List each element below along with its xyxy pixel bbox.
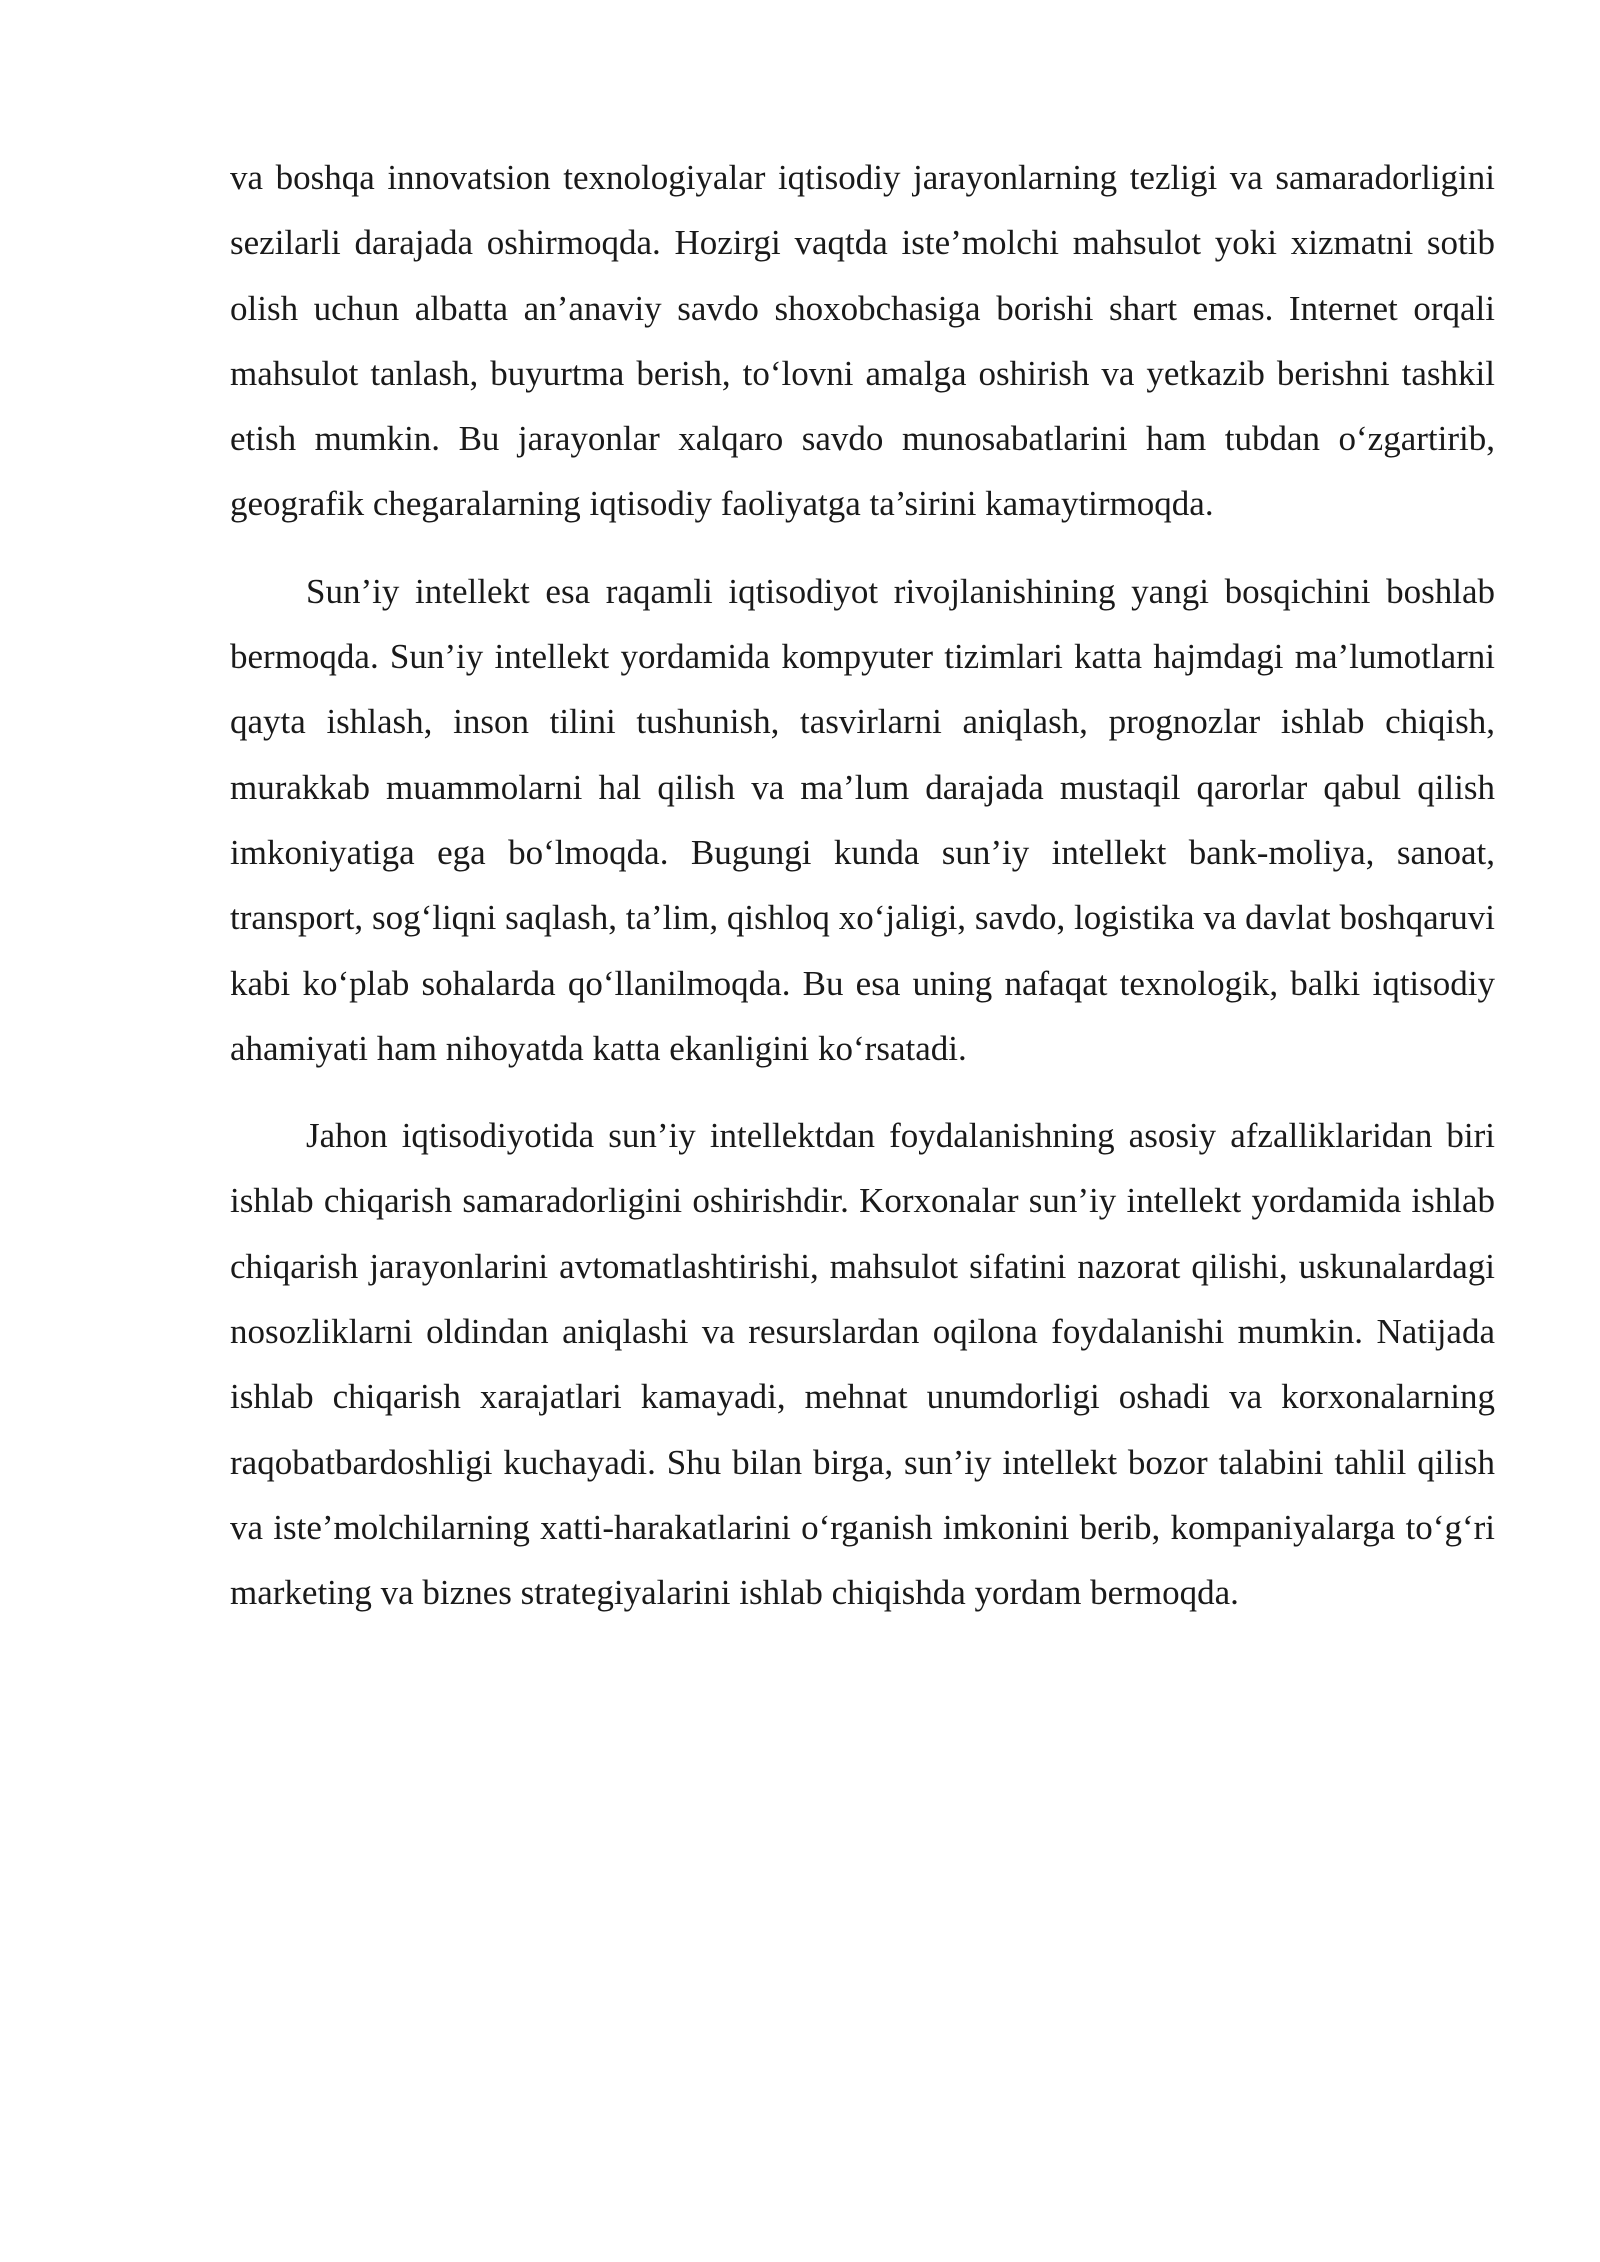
body-text	[230, 145, 1495, 1626]
paragraph-ai-advantages: Jahon iqtisodiyotida sun’iy intellektdan foydalanishning asosiy afzalliklaridan biri ishlab chiqarish samaradorligini oshirishdir. Korxonalar sun’iy intellekt yordamida ishlab chiqarish jarayonlarini avtomatlashtirishi, mahsulot sifatini nazorat qilishi, uskunalardagi nosozliklarni oldindan aniqlashi va resurslardan oqilona foydalanishi mumkin. Natijada ishlab chiqarish xarajatlari kamayadi, mehnat unumdorligi oshadi va korxonalarning raqobatbardoshligi kuchayadi. Shu bilan birga, sun’iy intellekt bozor talabini tahlil qilish va iste’molchilarning xatti-harakatlarini o‘rganish imkonini berib, kompaniyalarga to‘g‘ri marketing va biznes strategiyalarini ishlab chiqishda yordam bermoqda.	[230, 1116, 1495, 1613]
paragraph-continuation: va boshqa innovatsion texnologiyalar iqtisodiy jarayonlarning tezligi va samaradorligini sezilarli darajada oshirmoqda. Hozirgi vaqtda iste’molchi mahsulot yoki xizmatni sotib olish uchun albatta an’anaviy savdo shoxobchasiga borishi shart emas. Internet orqali mahsulot tanlash, buyurtma berish, to‘lovni amalga oshirish va yetkazib berishni tashkil etish mumkin. Bu jarayonlar xalqaro savdo munosabatlarini ham tubdan o‘zgartirib, geografik chegaralarning iqtisodiy faoliyatga ta’sirini kamaytirmoqda.	[230, 158, 1495, 524]
paragraph-ai-stage: Sun’iy intellekt esa raqamli iqtisodiyot rivojlanishining yangi bosqichini boshlab bermoqda. Sun’iy intellekt yordamida kompyuter tizimlari katta hajmdagi ma’lumotlarni qayta ishlash, inson tilini tushunish, tasvirlarni aniqlash, prognozlar ishlab chiqish, murakkab muammolarni hal qilish va ma’lum darajada mustaqil qarorlar qabul qilish imkoniyatiga ega bo‘lmoqda. Bugungi kunda sun’iy intellekt bank-moliya, sanoat, transport, sog‘liqni saqlash, ta’lim, qishloq xo‘jaligi, savdo, logistika va davlat boshqaruvi kabi ko‘plab sohalarda qo‘llanilmoqda. Bu esa uning nafaqat texnologik, balki iqtisodiy ahamiyati ham nihoyatda katta ekanligini ko‘rsatadi.	[230, 571, 1495, 1068]
